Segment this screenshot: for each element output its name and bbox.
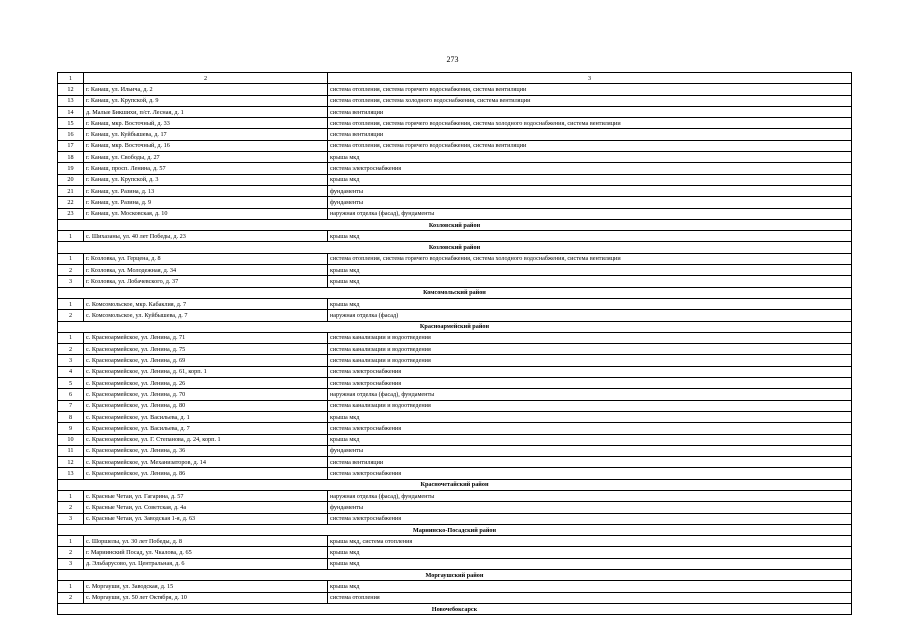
work-type-cell: система вентиляции (328, 129, 852, 140)
table-row (58, 592, 852, 603)
section-header-row (58, 524, 852, 535)
row-number: 1 (58, 536, 84, 547)
row-number: 17 (58, 140, 84, 151)
address-cell: с. Моргауши, ул. 50 лет Октября, д. 10 (84, 592, 328, 603)
work-type-cell: система отопления, система горячего водоснабжения, система вентиляции (328, 84, 852, 95)
row-number: 7 (58, 400, 84, 411)
work-type-cell: система электроснабжения (328, 468, 852, 479)
address-cell: с. Красные Четаи, ул. Гагарина, д. 57 (84, 490, 328, 501)
row-number: 2 (58, 547, 84, 558)
table-row (58, 208, 852, 219)
work-type-cell: система вентиляции (328, 457, 852, 468)
table-row (58, 140, 852, 151)
address-cell: г. Канаш, ул. Свободы, д. 27 (84, 152, 328, 163)
work-type-cell: крыша мкд (328, 547, 852, 558)
row-number: 23 (58, 208, 84, 219)
table-row (58, 558, 852, 569)
section-header-row (58, 570, 852, 581)
row-number: 4 (58, 366, 84, 377)
address-cell: с. Красные Четаи, ул. Советская, д. 4а (84, 502, 328, 513)
table-row (58, 253, 852, 264)
address-cell: с. Шоршелы, ул. 30 лет Победы, д. 8 (84, 536, 328, 547)
section-header-row (58, 287, 852, 298)
address-cell: с. Красноармейское, ул. Ленина, д. 86 (84, 468, 328, 479)
address-cell: с. Шихазаны, ул. 40 лет Победы, д. 23 (84, 231, 328, 242)
row-number: 13 (58, 95, 84, 106)
section-title: Комсомольский район (58, 287, 852, 298)
work-type-cell: наружная отделка (фасад), фундаменты (328, 208, 852, 219)
work-type-cell: система вентиляции (328, 106, 852, 117)
table-row (58, 581, 852, 592)
address-cell: с. Красноармейское, ул. Г. Степанова, д. 24, корп. 1 (84, 434, 328, 445)
table-row (58, 197, 852, 208)
work-type-cell: система электроснабжения (328, 423, 852, 434)
table-row (58, 276, 852, 287)
section-header-row (58, 242, 852, 253)
table-row (58, 174, 852, 185)
section-title: Козловский район (58, 242, 852, 253)
table-row (58, 84, 852, 95)
column-number-2: 2 (84, 73, 328, 84)
table-row (58, 502, 852, 513)
work-type-cell: система отопления, система холодного водоснабжения, система вентиляции (328, 95, 852, 106)
address-cell: г. Канаш, ул. Крупской, д. 9 (84, 95, 328, 106)
table-row (58, 298, 852, 309)
table-column-numbers (58, 73, 852, 84)
address-cell: с. Красноармейское, ул. Васильева, д. 7 (84, 423, 328, 434)
address-cell: с. Красноармейское, ул. Ленина, д. 80 (84, 400, 328, 411)
row-number: 21 (58, 185, 84, 196)
table-row (58, 129, 852, 140)
work-type-cell: фундаменты (328, 502, 852, 513)
address-cell: г. Канаш, ул. Разина, д. 9 (84, 197, 328, 208)
row-number: 3 (58, 355, 84, 366)
row-number: 1 (58, 581, 84, 592)
row-number: 2 (58, 592, 84, 603)
work-type-cell: крыша мкд (328, 558, 852, 569)
work-type-cell: крыша мкд (328, 174, 852, 185)
work-type-cell: фундаменты (328, 185, 852, 196)
address-cell: д. Эльбарусово, ул. Центральная, д. 6 (84, 558, 328, 569)
work-type-cell: система канализации и водоотведения (328, 332, 852, 343)
address-cell: с. Комсомольское, ул. Куйбышева, д. 7 (84, 310, 328, 321)
work-type-cell: система электроснабжения (328, 378, 852, 389)
table-row (58, 231, 852, 242)
table-row (58, 547, 852, 558)
address-cell: с. Красноармейское, ул. Васильева, д. 1 (84, 411, 328, 422)
address-cell: с. Красноармейское, ул. Ленина, д. 71 (84, 332, 328, 343)
row-number: 13 (58, 468, 84, 479)
work-type-cell: крыша мкд (328, 231, 852, 242)
address-cell: д. Малые Бикшихи, п/ст. Лесная, д. 1 (84, 106, 328, 117)
row-number: 3 (58, 558, 84, 569)
address-cell: г. Козловка, ул. Молодежная, д. 34 (84, 265, 328, 276)
table-row (58, 152, 852, 163)
work-type-cell: крыша мкд (328, 265, 852, 276)
address-cell: с. Красные Четаи, ул. Заводская 1-я, д. 63 (84, 513, 328, 524)
row-number: 18 (58, 152, 84, 163)
address-cell: г. Канаш, ул. Крупской, д. 3 (84, 174, 328, 185)
row-number: 20 (58, 174, 84, 185)
address-cell: г. Козловка, ул. Герцена, д. 8 (84, 253, 328, 264)
page-number: 273 (446, 55, 459, 64)
table-row (58, 366, 852, 377)
address-cell: г. Мариинский Посад, ул. Чкалова, д. 65 (84, 547, 328, 558)
table-row (58, 344, 852, 355)
section-title: Козловский район (58, 219, 852, 230)
work-type-cell: система отопления, система горячего водоснабжения, система вентиляции (328, 140, 852, 151)
table-row (58, 411, 852, 422)
row-number: 1 (58, 332, 84, 343)
address-cell: с. Красноармейское, ул. Ленина, д. 70 (84, 389, 328, 400)
address-cell: с. Красноармейское, ул. Ленина, д. 75 (84, 344, 328, 355)
column-number-3: 3 (328, 73, 852, 84)
work-type-cell: крыша мкд (328, 411, 852, 422)
row-number: 1 (58, 298, 84, 309)
row-number: 2 (58, 265, 84, 276)
address-cell: с. Красноармейское, ул. Ленина, д. 69 (84, 355, 328, 366)
row-number: 19 (58, 163, 84, 174)
work-type-cell: система электроснабжения (328, 366, 852, 377)
work-type-cell: система отопления, система горячего водоснабжения, система холодного водоснабжения, система вентиляции (328, 253, 852, 264)
section-header-row (58, 603, 852, 614)
work-type-cell: система канализации и водоотведения (328, 344, 852, 355)
row-number: 8 (58, 411, 84, 422)
address-cell: с. Комсомольское, мкр. Кабаклия, д. 7 (84, 298, 328, 309)
address-cell: г. Канаш, просп. Ленина, д. 57 (84, 163, 328, 174)
work-type-cell: крыша мкд, система отопления (328, 536, 852, 547)
row-number: 3 (58, 513, 84, 524)
row-number: 2 (58, 502, 84, 513)
capital-repair-table (57, 72, 852, 615)
table-row (58, 118, 852, 129)
section-title: Новочебоксарск (58, 603, 852, 614)
row-number: 12 (58, 84, 84, 95)
table-row (58, 445, 852, 456)
work-type-cell: система электроснабжения (328, 513, 852, 524)
table-row (58, 106, 852, 117)
address-cell: г. Канаш, ул. Ильича, д. 2 (84, 84, 328, 95)
work-type-cell: система канализации и водоотведения (328, 355, 852, 366)
row-number: 15 (58, 118, 84, 129)
row-number: 1 (58, 231, 84, 242)
row-number: 1 (58, 253, 84, 264)
table-row (58, 434, 852, 445)
table-row (58, 400, 852, 411)
row-number: 2 (58, 344, 84, 355)
address-cell: г. Канаш, ул. Разина, д. 13 (84, 185, 328, 196)
row-number: 6 (58, 389, 84, 400)
table-row (58, 185, 852, 196)
row-number: 14 (58, 106, 84, 117)
table-row (58, 355, 852, 366)
table-row (58, 378, 852, 389)
work-type-cell: система электроснабжения (328, 163, 852, 174)
section-header-row (58, 219, 852, 230)
address-cell: г. Канаш, мкр. Восточный, д. 16 (84, 140, 328, 151)
section-header-row (58, 321, 852, 332)
work-type-cell: система отопления (328, 592, 852, 603)
section-title: Моргаушский район (58, 570, 852, 581)
work-type-cell: система отопления, система горячего водоснабжения, система холодного водоснабжения, система вентиляции (328, 118, 852, 129)
section-title: Мариинско-Посадский район (58, 524, 852, 535)
work-type-cell: фундаменты (328, 197, 852, 208)
address-cell: с. Красноармейское, ул. Ленина, д. 26 (84, 378, 328, 389)
section-header-row (58, 479, 852, 490)
work-type-cell: крыша мкд (328, 298, 852, 309)
work-type-cell: наружная отделка (фасад), фундаменты (328, 490, 852, 501)
work-type-cell: система канализации и водоотведения (328, 400, 852, 411)
table-row (58, 490, 852, 501)
table-row (58, 163, 852, 174)
work-type-cell: крыша мкд (328, 152, 852, 163)
work-type-cell: наружная отделка (фасад), фундаменты (328, 389, 852, 400)
work-type-cell: наружная отделка (фасад) (328, 310, 852, 321)
table-row (58, 265, 852, 276)
table-row (58, 95, 852, 106)
table-row (58, 457, 852, 468)
work-type-cell: крыша мкд (328, 581, 852, 592)
row-number: 1 (58, 490, 84, 501)
section-title: Красночетайский район (58, 479, 852, 490)
table-row (58, 468, 852, 479)
table-row (58, 389, 852, 400)
work-type-cell: крыша мкд (328, 434, 852, 445)
row-number: 9 (58, 423, 84, 434)
address-cell: с. Красноармейское, ул. Ленина, д. 61, корп. 1 (84, 366, 328, 377)
table-row (58, 513, 852, 524)
row-number: 22 (58, 197, 84, 208)
table-row (58, 332, 852, 343)
table-row (58, 310, 852, 321)
table-row (58, 536, 852, 547)
row-number: 5 (58, 378, 84, 389)
table-row (58, 423, 852, 434)
row-number: 16 (58, 129, 84, 140)
row-number: 12 (58, 457, 84, 468)
address-cell: г. Канаш, ул. Московская, д. 10 (84, 208, 328, 219)
section-title: Красноармейский район (58, 321, 852, 332)
address-cell: г. Канаш, ул. Куйбышева, д. 17 (84, 129, 328, 140)
row-number: 10 (58, 434, 84, 445)
row-number: 3 (58, 276, 84, 287)
row-number: 2 (58, 310, 84, 321)
address-cell: г. Канаш, мкр. Восточный, д. 33 (84, 118, 328, 129)
address-cell: г. Козловка, ул. Лобачевского, д. 37 (84, 276, 328, 287)
address-cell: с. Моргауши, ул. Заводская, д. 15 (84, 581, 328, 592)
column-number-1: 1 (58, 73, 84, 84)
address-cell: с. Красноармейское, ул. Механизаторов, д. 14 (84, 457, 328, 468)
address-cell: с. Красноармейское, ул. Ленина, д. 36 (84, 445, 328, 456)
row-number: 11 (58, 445, 84, 456)
work-type-cell: крыша мкд (328, 276, 852, 287)
work-type-cell: фундаменты (328, 445, 852, 456)
